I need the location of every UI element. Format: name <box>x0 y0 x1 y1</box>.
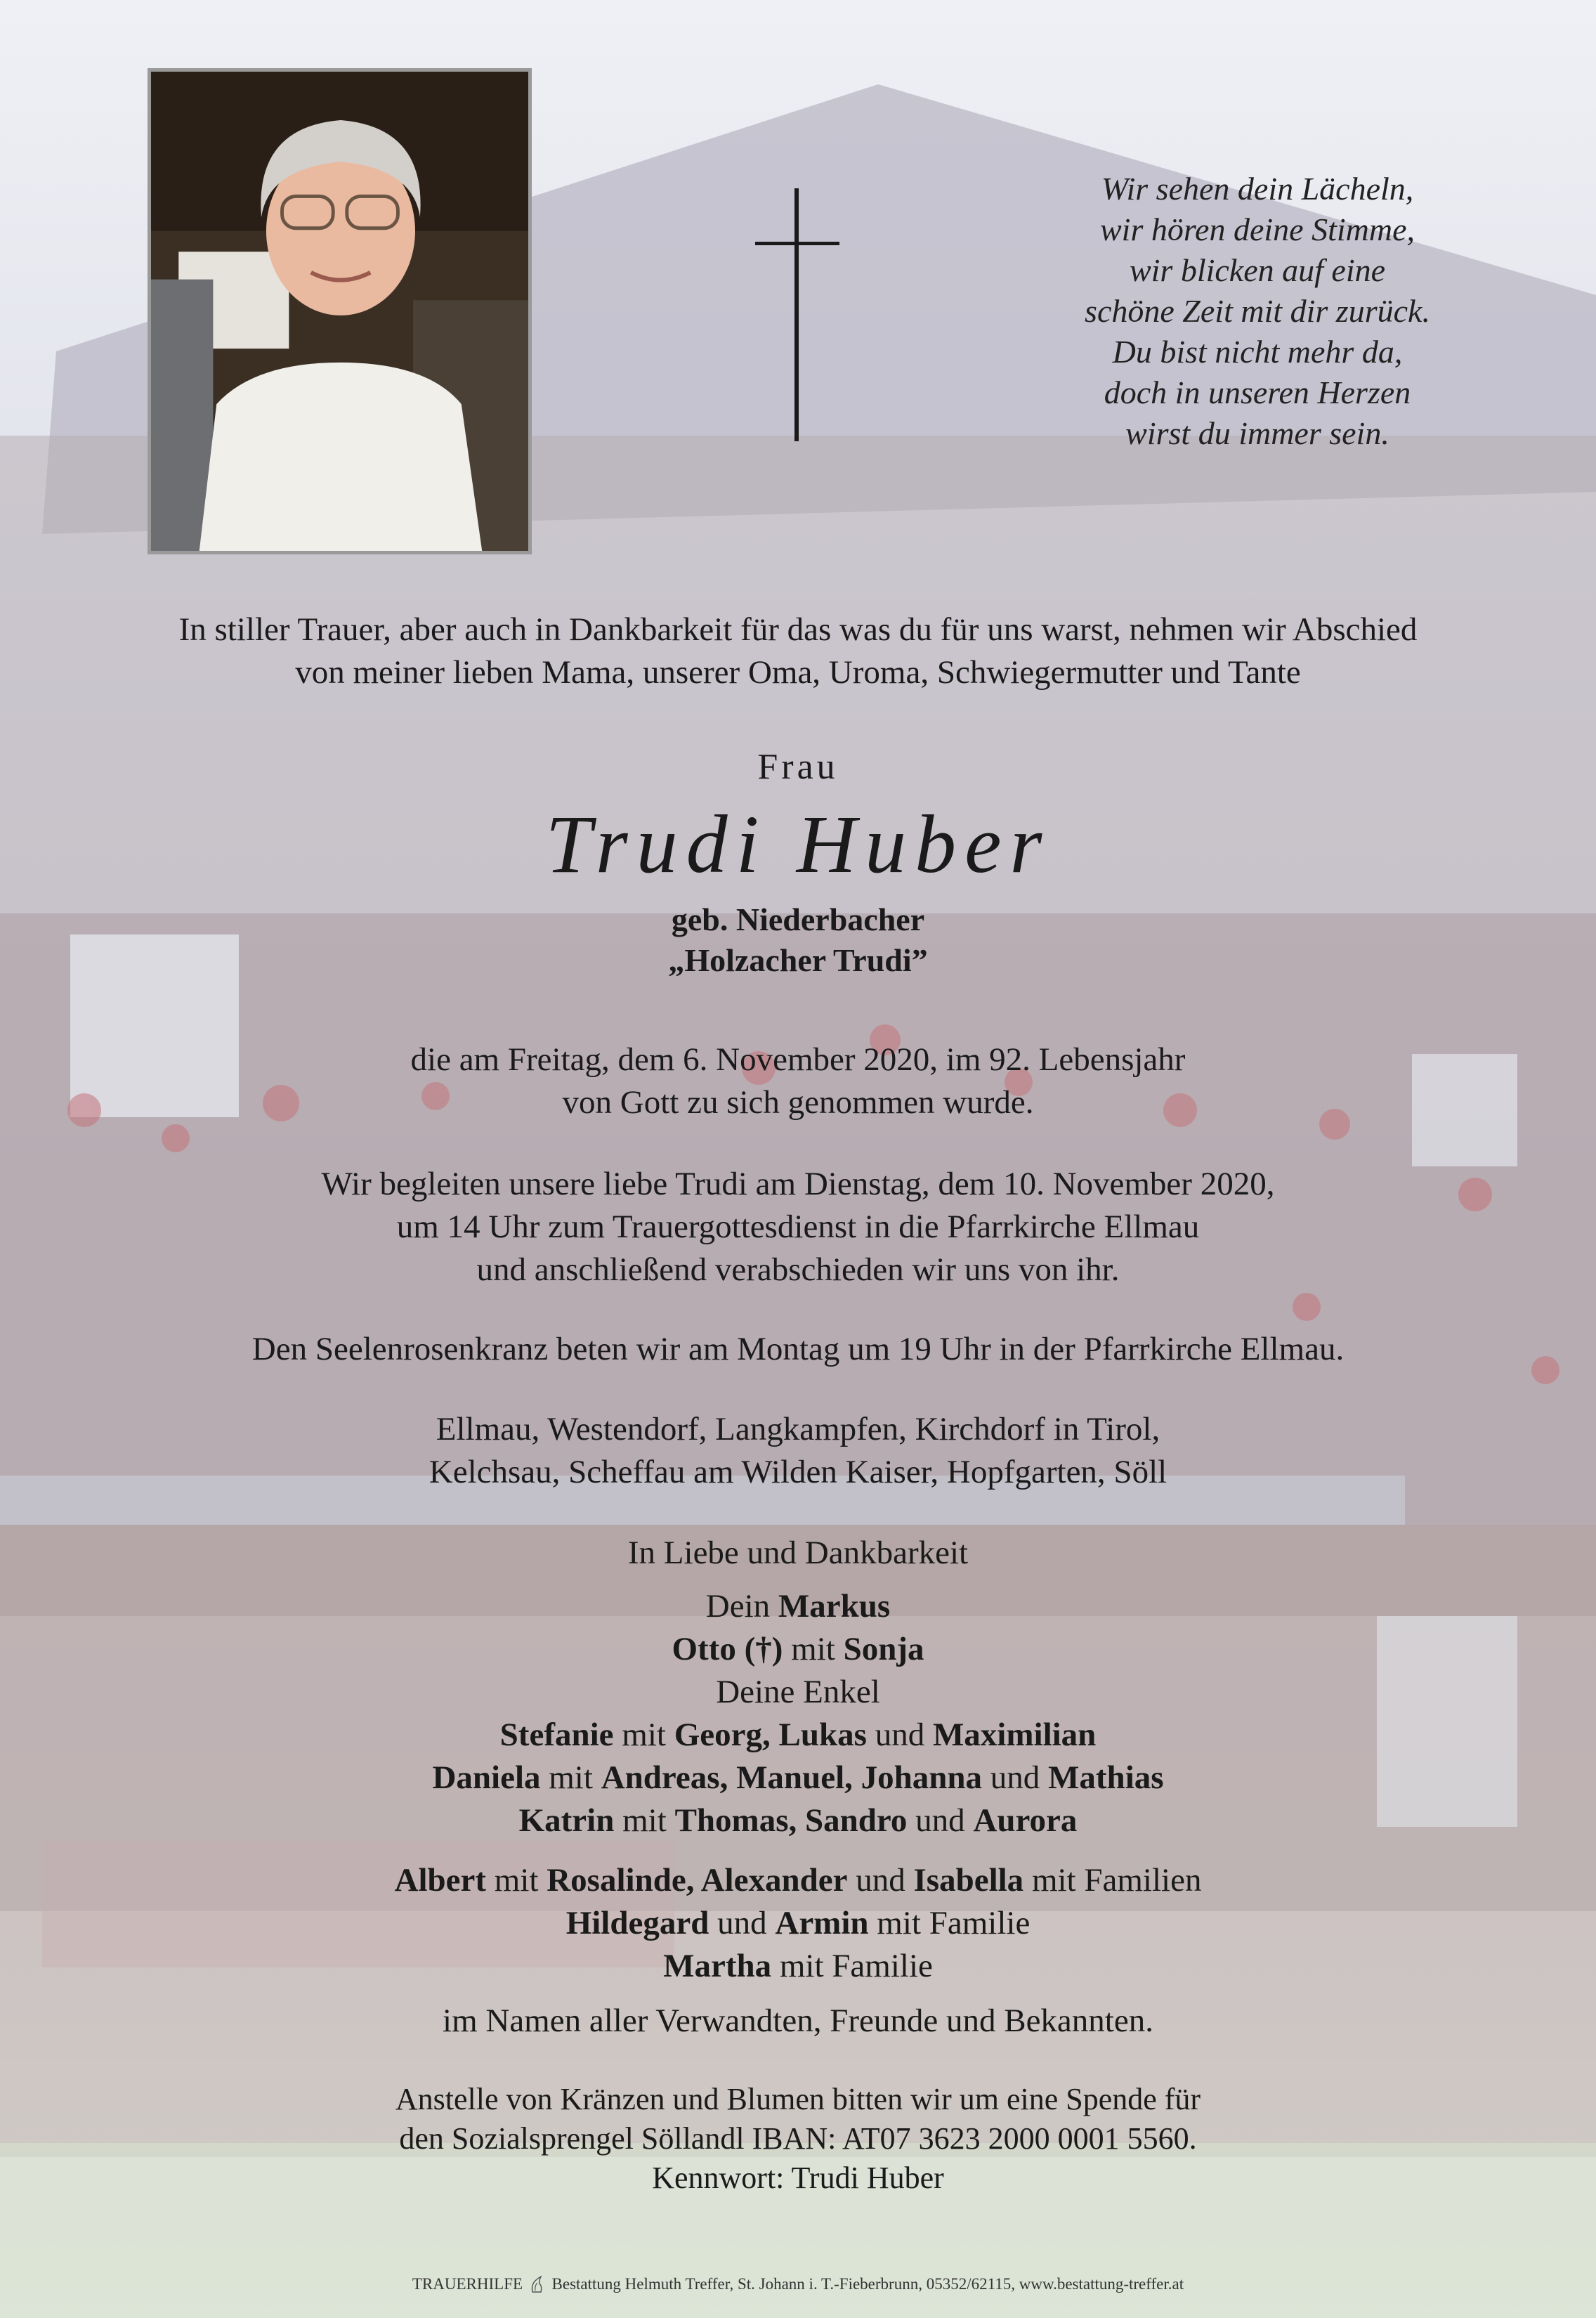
salutation: Frau <box>757 747 839 787</box>
funeral-line-2: um 14 Uhr zum Trauergottesdienst in die Pfarrkirche Ellmau <box>396 1209 1200 1245</box>
family-text: mit Familie <box>779 1948 933 1984</box>
intro-line-1: In stiller Trauer, aber auch in Dankbarkeit für das was du für uns warst, nehmen wir Abschied <box>178 611 1418 648</box>
family-member: Aurora <box>973 1802 1078 1839</box>
footer-contact: Bestattung Helmuth Treffer, St. Johann i. T.-Fieberbrunn, 05352/62115, www.bestattung-treffer.at <box>551 2275 1184 2293</box>
family-text: mit <box>622 1717 666 1753</box>
poem <box>998 169 1517 454</box>
footer <box>0 2274 1596 2295</box>
family-text: mit <box>494 1862 539 1899</box>
funeral-info <box>0 1163 1596 1291</box>
family-member: Maximilian <box>932 1717 1097 1753</box>
family-member: Albert <box>394 1862 487 1899</box>
family-line <box>0 1585 1596 1628</box>
places-line-1: Ellmau, Westendorf, Langkampfen, Kirchdorf in Tirol, <box>436 1411 1160 1447</box>
family-text: und <box>875 1717 925 1753</box>
intro-text <box>0 608 1596 694</box>
death-line-2: von Gott zu sich genommen wurde. <box>562 1084 1034 1121</box>
deceased-details <box>0 899 1596 981</box>
closing-phrase: In Liebe und Dankbarkeit <box>627 1535 969 1571</box>
poem-line: Wir sehen dein Lächeln, <box>1101 171 1414 207</box>
family-text: und <box>915 1802 965 1839</box>
poem-line: wirst du immer sein. <box>1125 415 1389 451</box>
family-text: und <box>717 1905 767 1941</box>
family-member: Isabella <box>913 1862 1024 1899</box>
funeral-home-logo-icon <box>530 2275 545 2293</box>
portrait-photo <box>148 68 532 554</box>
family-member: Katrin <box>518 1802 615 1839</box>
family-member: Sonja <box>843 1631 924 1667</box>
siblings-list <box>0 1859 1596 1988</box>
places <box>0 1408 1596 1494</box>
funeral-line-1: Wir begleiten unsere liebe Trudi am Dienstag, dem 10. November 2020, <box>321 1166 1275 1202</box>
family-line <box>0 1628 1596 1671</box>
donation-line-1: Anstelle von Kränzen und Blumen bitten wir um eine Spende für <box>395 2082 1201 2116</box>
family-text: mit <box>791 1631 835 1667</box>
intro-line-2: von meiner lieben Mama, unserer Oma, Uroma, Schwiegermutter und Tante <box>295 654 1301 691</box>
poem-line: Du bist nicht mehr da, <box>1112 334 1403 370</box>
family-member: Mathias <box>1048 1759 1164 1796</box>
family-member: Markus <box>778 1588 891 1624</box>
family-line <box>0 1859 1596 1902</box>
family-text: mit Familie <box>877 1905 1031 1941</box>
poem-line: wir blicken auf eine <box>1129 252 1386 288</box>
family-member: Stefanie <box>499 1717 614 1753</box>
family-line <box>0 1714 1596 1757</box>
family-line <box>0 1757 1596 1799</box>
death-line-1: die am Freitag, dem 6. November 2020, im 92. Lebensjahr <box>410 1041 1186 1078</box>
grandchildren-label: Deine Enkel <box>716 1674 880 1710</box>
footer-brand: TRAUERHILFE <box>412 2275 523 2293</box>
family-text: und <box>990 1759 1040 1796</box>
family-text: mit <box>549 1759 593 1796</box>
poem-line: schöne Zeit mit dir zurück. <box>1085 293 1430 329</box>
family-text: mit Familien <box>1031 1862 1202 1899</box>
birth-name: geb. Niederbacher <box>671 901 925 937</box>
death-notice <box>0 1038 1596 1124</box>
family-member: Rosalinde, Alexander <box>547 1862 848 1899</box>
family-member: Thomas, Sandro <box>674 1802 908 1839</box>
rosary-info: Den Seelenrosenkranz beten wir am Montag um 19 Uhr in der Pfarrkirche Ellmau. <box>251 1331 1345 1367</box>
family-line <box>0 1902 1596 1945</box>
places-line-2: Kelchsau, Scheffau am Wilden Kaiser, Hopfgarten, Söll <box>429 1454 1167 1490</box>
nickname: „Holzacher Trudi” <box>668 942 928 978</box>
family-line <box>0 1799 1596 1842</box>
poem-line: doch in unseren Herzen <box>1104 375 1411 410</box>
family-member: Daniela <box>432 1759 541 1796</box>
funeral-line-3: und anschließend verabschieden wir uns von ihr. <box>476 1251 1120 1288</box>
donation-note <box>0 2080 1596 2198</box>
cross-icon <box>755 188 839 441</box>
poem-line: wir hören deine Stimme, <box>1099 211 1415 247</box>
family-member: Martha <box>663 1948 772 1984</box>
family-line <box>0 1945 1596 1988</box>
family-text: mit <box>622 1802 667 1839</box>
family-member: Hildegard <box>565 1905 709 1941</box>
donation-line-3: Kennwort: Trudi Huber <box>652 2161 944 2195</box>
family-member: Georg, Lukas <box>674 1717 867 1753</box>
family-member: Andreas, Manuel, Johanna <box>601 1759 983 1796</box>
family-member: Otto (†) <box>672 1631 783 1667</box>
deceased-name: Trudi Huber <box>545 798 1051 890</box>
relatives-note: im Namen aller Verwandten, Freunde und Bekannten. <box>443 2003 1153 2039</box>
family-text: Dein <box>705 1588 771 1624</box>
family-member: Armin <box>775 1905 869 1941</box>
donation-line-2: den Sozialsprengel Söllandl IBAN: AT07 3623 2000 0001 5560. <box>399 2121 1197 2156</box>
family-text: und <box>856 1862 905 1899</box>
family-list <box>0 1585 1596 1842</box>
